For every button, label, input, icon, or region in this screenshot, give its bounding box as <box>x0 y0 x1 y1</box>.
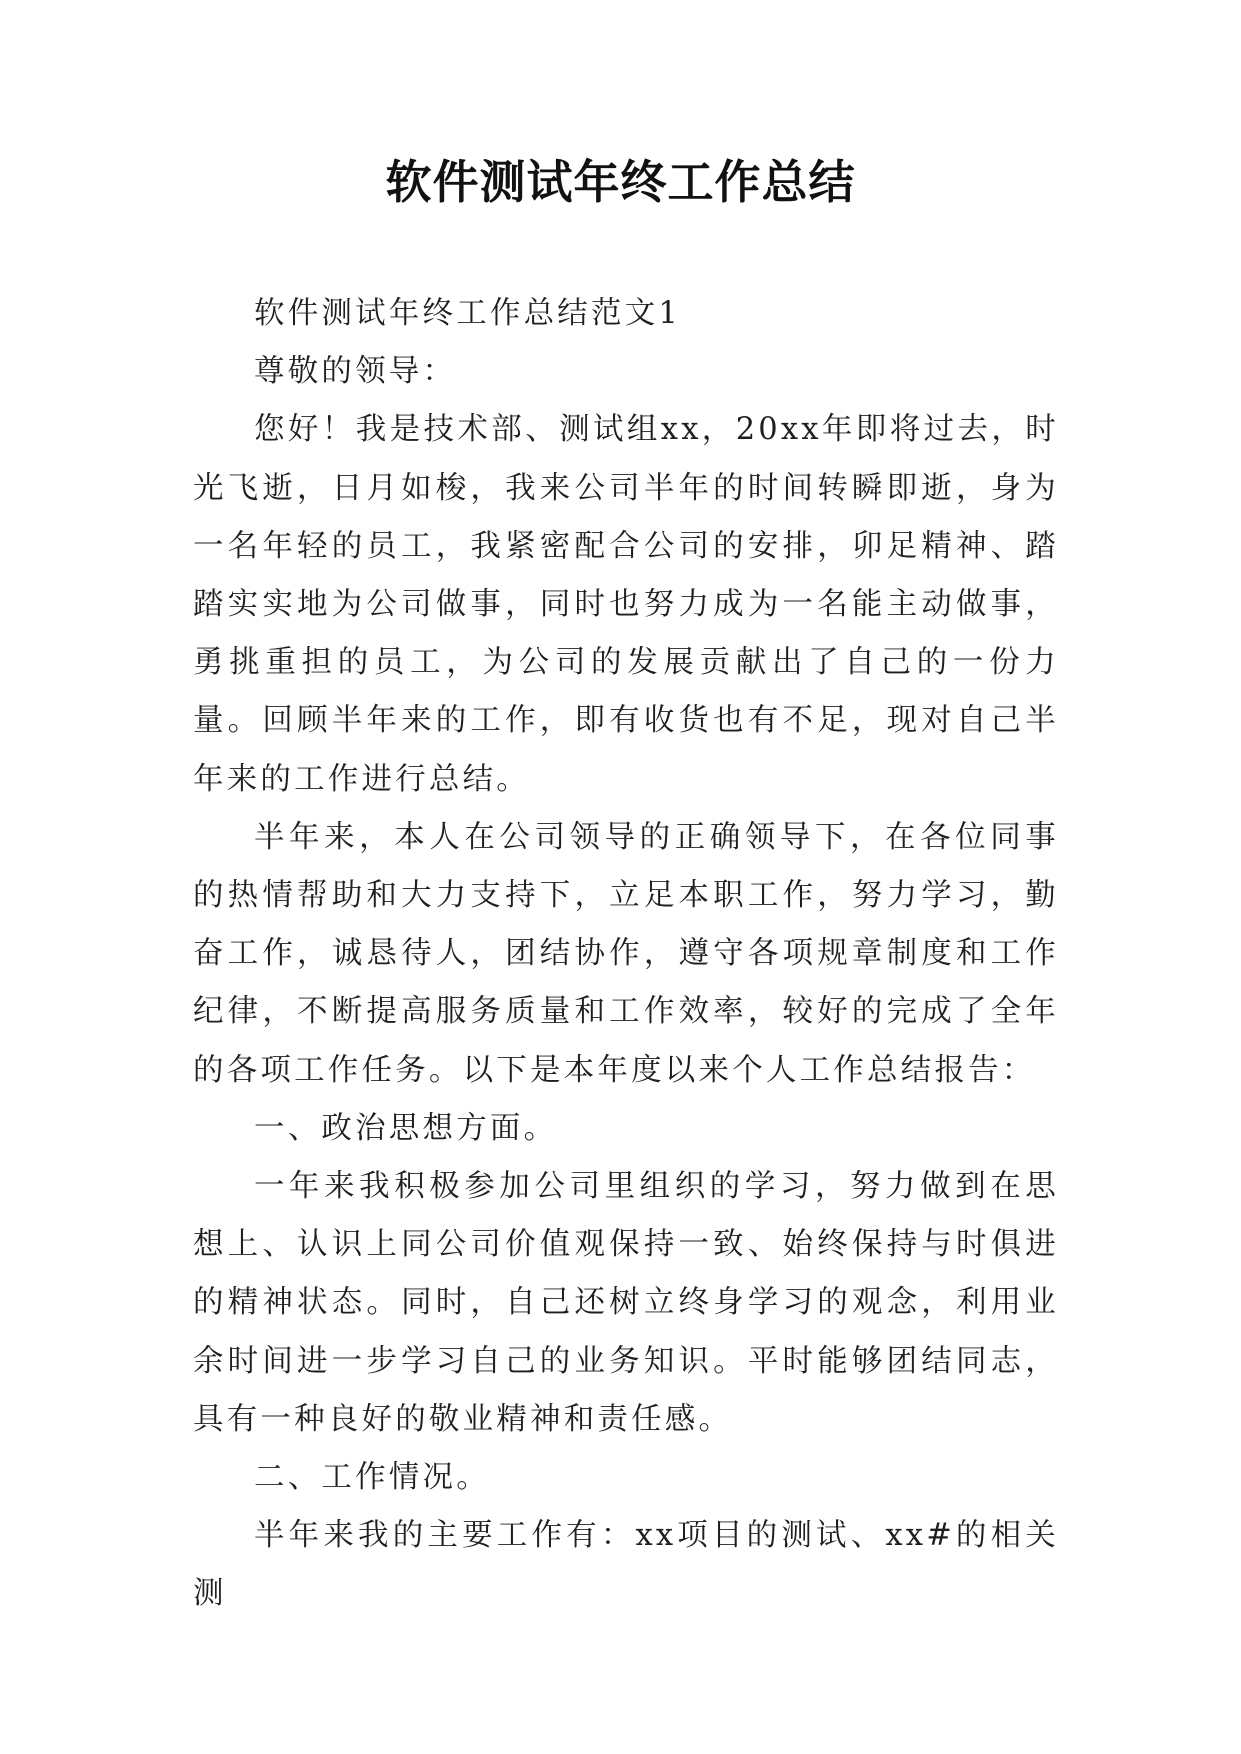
document-body <box>193 285 1059 1624</box>
paragraph-overview: 半年来，本人在公司领导的正确领导下，在各位同事的热情帮助和大力支持下，立足本职工作，努力学习，勤奋工作，诚恳待人，团结协作，遵守各项规章制度和工作纪律，不断提高服务质量和工作效率，较好的完成了全年的各项工作任务。以下是本年度以来个人工作总结报告： <box>193 819 1059 1088</box>
paragraph-salutation: 尊敬的领导： <box>254 354 457 390</box>
section-heading-work: 二、工作情况。 <box>254 1460 490 1496</box>
paragraph-work: 半年来我的主要工作有：xx项目的测试、xx#的相关测 <box>193 1518 1059 1612</box>
section-heading-political: 一、政治思想方面。 <box>254 1110 558 1146</box>
paragraph-heading-sample: 软件测试年终工作总结范文1 <box>254 296 682 331</box>
document-title: 软件测试年终工作总结 <box>385 155 856 209</box>
paragraph-intro: 您好！我是技术部、测试组xx，20xx年即将过去，时光飞逝，日月如梭，我来公司半年的时间转瞬即逝，身为一名年轻的员工，我紧密配合公司的安排，卯足精神、踏踏实实地为公司做事，同时也努力成为一名能主动做事，勇挑重担的员工，为公司的发展贡献出了自己的一份力量。回顾半年来的工作，即有收货也有不足，现对自己半年来的工作进行总结。 <box>193 412 1059 797</box>
paragraph-political: 一年来我积极参加公司里组织的学习，努力做到在思想上、认识上同公司价值观保持一致、始终保持与时俱进的精神状态。同时，自己还树立终身学习的观念，利用业余时间进一步学习自己的业务知识。平时能够团结同志，具有一种良好的敬业精神和责任感。 <box>193 1169 1059 1437</box>
